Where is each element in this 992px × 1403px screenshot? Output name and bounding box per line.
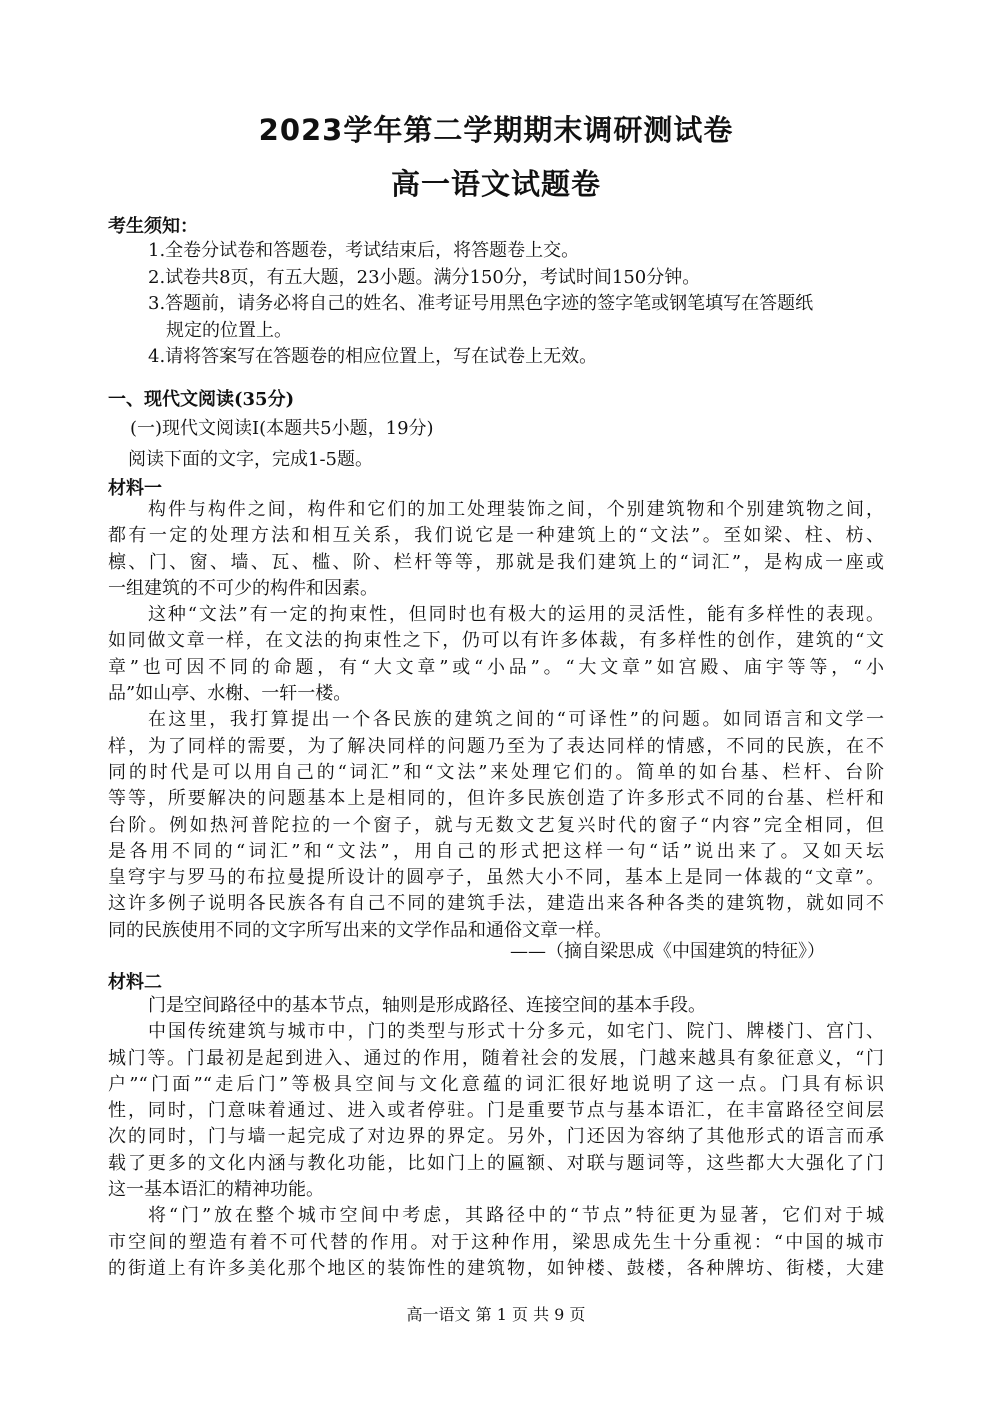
section-heading: 一、现代文阅读(35分): [108, 389, 295, 410]
text-line: 台阶。例如热河普陀拉的一个窗子，就与无数文艺复兴时代的窗子“内容”完全相同，但: [108, 814, 884, 836]
text-line: 品”如山亭、水榭、一轩一楼。: [108, 683, 352, 705]
notice-item-3-continued: 规定的位置上。: [166, 319, 292, 341]
material-1-source: ——（摘自梁思成《中国建筑的特征》）: [510, 941, 825, 962]
text-line: 中国传统建筑与城市中，门的类型与形式十分多元，如宅门、院门、牌楼门、宫门、: [148, 1021, 884, 1043]
exam-subtitle: 高一语文试题卷: [390, 167, 601, 201]
text-line: 载了更多的文化内涵与教化功能，比如门上的匾额、对联与题词等，这些都大大强化了门: [108, 1152, 884, 1174]
text-line: 样，为了同样的需要，为了解决同样的问题乃至为了表达同样的情感，不同的民族，在不: [108, 735, 884, 757]
text-line: 都有一定的处理方法和相互关系，我们说它是一种建筑上的“文法”。至如梁、柱、枋、: [108, 525, 884, 547]
text-line: 户”“门面”“走后门”等极具空间与文化意蕴的词汇很好地说明了这一点。门具有标识: [108, 1073, 884, 1095]
notice-item-1: 1.全卷分试卷和答题卷，考试结束后，将答题卷上交。: [148, 240, 580, 261]
text-line: 等等，所要解决的问题基本上是相同的，但许多民族创造了许多形式不同的台基、栏杆和: [108, 788, 884, 810]
text-line: 构件与构件之间，构件和它们的加工处理装饰之间，个别建筑物和个别建筑物之间，: [148, 499, 884, 520]
notice-item-4: 4.请将答案写在答题卷的相应位置上，写在试卷上无效。: [148, 346, 598, 367]
text-line: 在这里，我打算提出一个各民族的建筑之间的“可译性”的问题。如同语言和文学一: [148, 709, 884, 731]
subsection-heading: (一)现代文阅读Ⅰ(本题共5小题，19分): [130, 418, 434, 439]
text-line: 这种“文法”有一定的拘束性，但同时也有极大的运用的灵活性，能有多样性的表现。: [148, 604, 884, 626]
text-line: 同的时代是可以用自己的“词汇”和“文法”来处理它们的。简单的如台基、栏杆、台阶: [108, 761, 884, 783]
text-line: 皇穹宇与罗马的布拉曼提所设计的圆亭子，虽然大小不同，基本上是同一体裁的“文章”。: [108, 867, 884, 889]
text-line: 将“门”放在整个城市空间中考虑，其路径中的“节点”特征更为显著，它们对于城: [148, 1205, 884, 1227]
material-1-text: [108, 497, 884, 944]
notice-item-3: 3.答题前，请务必将自己的姓名、准考证号用黑色字迹的签字笔或钢笔填写在答题纸: [148, 293, 814, 314]
exam-title: 2023学年第二学期期末调研测试卷: [258, 113, 734, 147]
text-line: 城门等。门最初是起到进入、通过的作用，随着社会的发展，门越来越具有象征意义，“门: [108, 1047, 884, 1069]
text-line: 门是空间路径中的基本节点，轴则是形成路径、连接空间的基本手段。: [148, 995, 706, 1016]
notice-item-2: 2.试卷共8页，有五大题，23小题。满分150分，考试时间150分钟。: [148, 266, 701, 288]
text-line: 的街道上有许多美化那个地区的装饰性的建筑物，如钟楼、鼓楼，各种牌坊、街楼，大建: [108, 1257, 884, 1279]
text-line: 次的同时，门与墙一起完成了对边界的界定。另外，门还因为容纳了其他形式的语言而承: [108, 1126, 884, 1148]
page-footer: 高一语文 第 1 页 共 9 页: [406, 1305, 586, 1324]
text-line: 是各用不同的“词汇”和“文法”，用自己的形式把这样一句“话”说出来了。又如天坛: [108, 840, 884, 862]
notice-list: [148, 238, 893, 371]
text-line: 如同做文章一样，在文法的拘束性之下，仍可以有许多体裁，有多样性的创作，建筑的“文: [108, 630, 884, 652]
reading-instruction: 阅读下面的文字，完成1-5题。: [128, 449, 373, 470]
text-line: 章”也可因不同的命题，有“大文章”或“小品”。“大文章”如宫殿、庙宇等等，“小: [108, 656, 884, 678]
text-line: 性，同时，门意味着通过、进入或者停驻。门是重要节点与基本语汇，在丰富路径空间层: [108, 1100, 884, 1122]
notice-heading: 考生须知：: [108, 216, 198, 237]
text-line: 市空间的塑造有着不可代替的作用。对于这种作用，梁思成先生十分重视：“中国的城市: [108, 1231, 884, 1253]
text-line: 这许多例子说明各民族各有自己不同的建筑手法，建造出来各种各类的建筑物，就如同不: [108, 893, 884, 915]
material-2-label: 材料二: [108, 972, 162, 993]
text-line: 这一基本语汇的精神功能。: [108, 1179, 324, 1201]
text-line: 同的民族使用不同的文字所写出来的文学作品和通俗文章一样。: [108, 919, 612, 941]
material-1-label: 材料一: [108, 478, 162, 499]
text-line: 檩、门、窗、墙、瓦、槛、阶、栏杆等等，那就是我们建筑上的“词汇”，是构成一座或: [108, 551, 884, 573]
material-2-text: [108, 993, 884, 1282]
text-line: 一组建筑的不可少的构件和因素。: [108, 577, 378, 599]
